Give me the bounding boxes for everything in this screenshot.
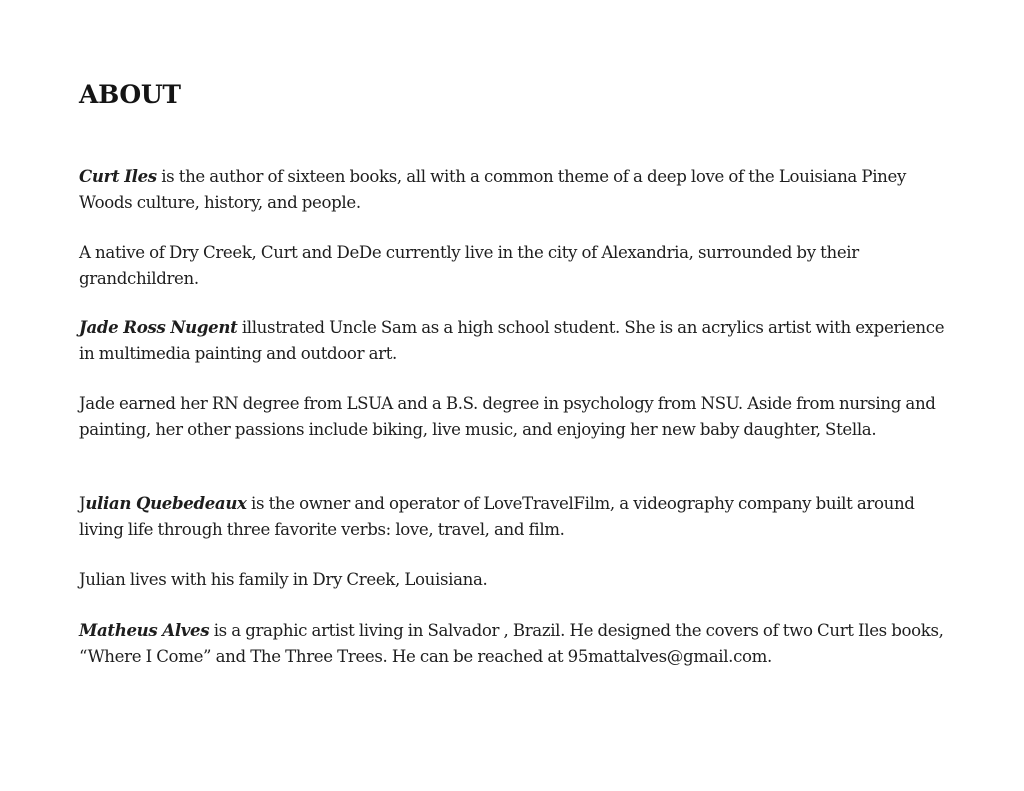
bio-text: Julian lives with his family in Dry Creek, Louisiana.: [79, 570, 488, 589]
bio-text: Jade earned her RN degree from LSUA and a B.S. degree in psychology from NSU. Aside from nursing and painting, her other passions include biking, live music, and enjoying her new baby daughter, Stella.: [79, 394, 936, 439]
bio-text: is the owner and operator of LoveTravelFilm, a videography company built around living life through three favorite verbs: love, travel, and film.: [79, 494, 915, 539]
illustrator-name: Jade Ross Nugent: [79, 317, 238, 337]
bio-text: is the author of sixteen books, all with a common theme of a deep love of the Louisiana Piney Woods culture, history, and people.: [79, 167, 907, 212]
name-initial: J: [79, 494, 86, 513]
jade-nugent-education: [79, 391, 959, 442]
julian-quebedeaux-bio: [79, 491, 959, 542]
curt-iles-home: [79, 240, 959, 291]
matheus-alves-bio: [79, 618, 959, 669]
designer-name: Matheus Alves: [79, 620, 210, 640]
bio-text: is a graphic artist living in Salvador , Brazil. He designed the covers of two Curt Iles books, “Where I Come” and The Three Trees. He can be reached at 95mattalves@gmail.com.: [79, 621, 944, 666]
author-name: Curt Iles: [79, 166, 157, 186]
jade-nugent-bio: [79, 315, 959, 366]
julian-quebedeaux-home: [79, 567, 959, 593]
curt-iles-bio: [79, 164, 959, 215]
videographer-name: ulian Quebedeaux: [85, 493, 247, 513]
bio-text: A native of Dry Creek, Curt and DeDe currently live in the city of Alexandria, surrounded by their grandchildren.: [79, 243, 859, 288]
bio-text: illustrated Uncle Sam as a high school student. She is an acrylics artist with experience in multimedia painting and outdoor art.: [79, 318, 945, 363]
page-title: ABOUT: [79, 80, 181, 109]
